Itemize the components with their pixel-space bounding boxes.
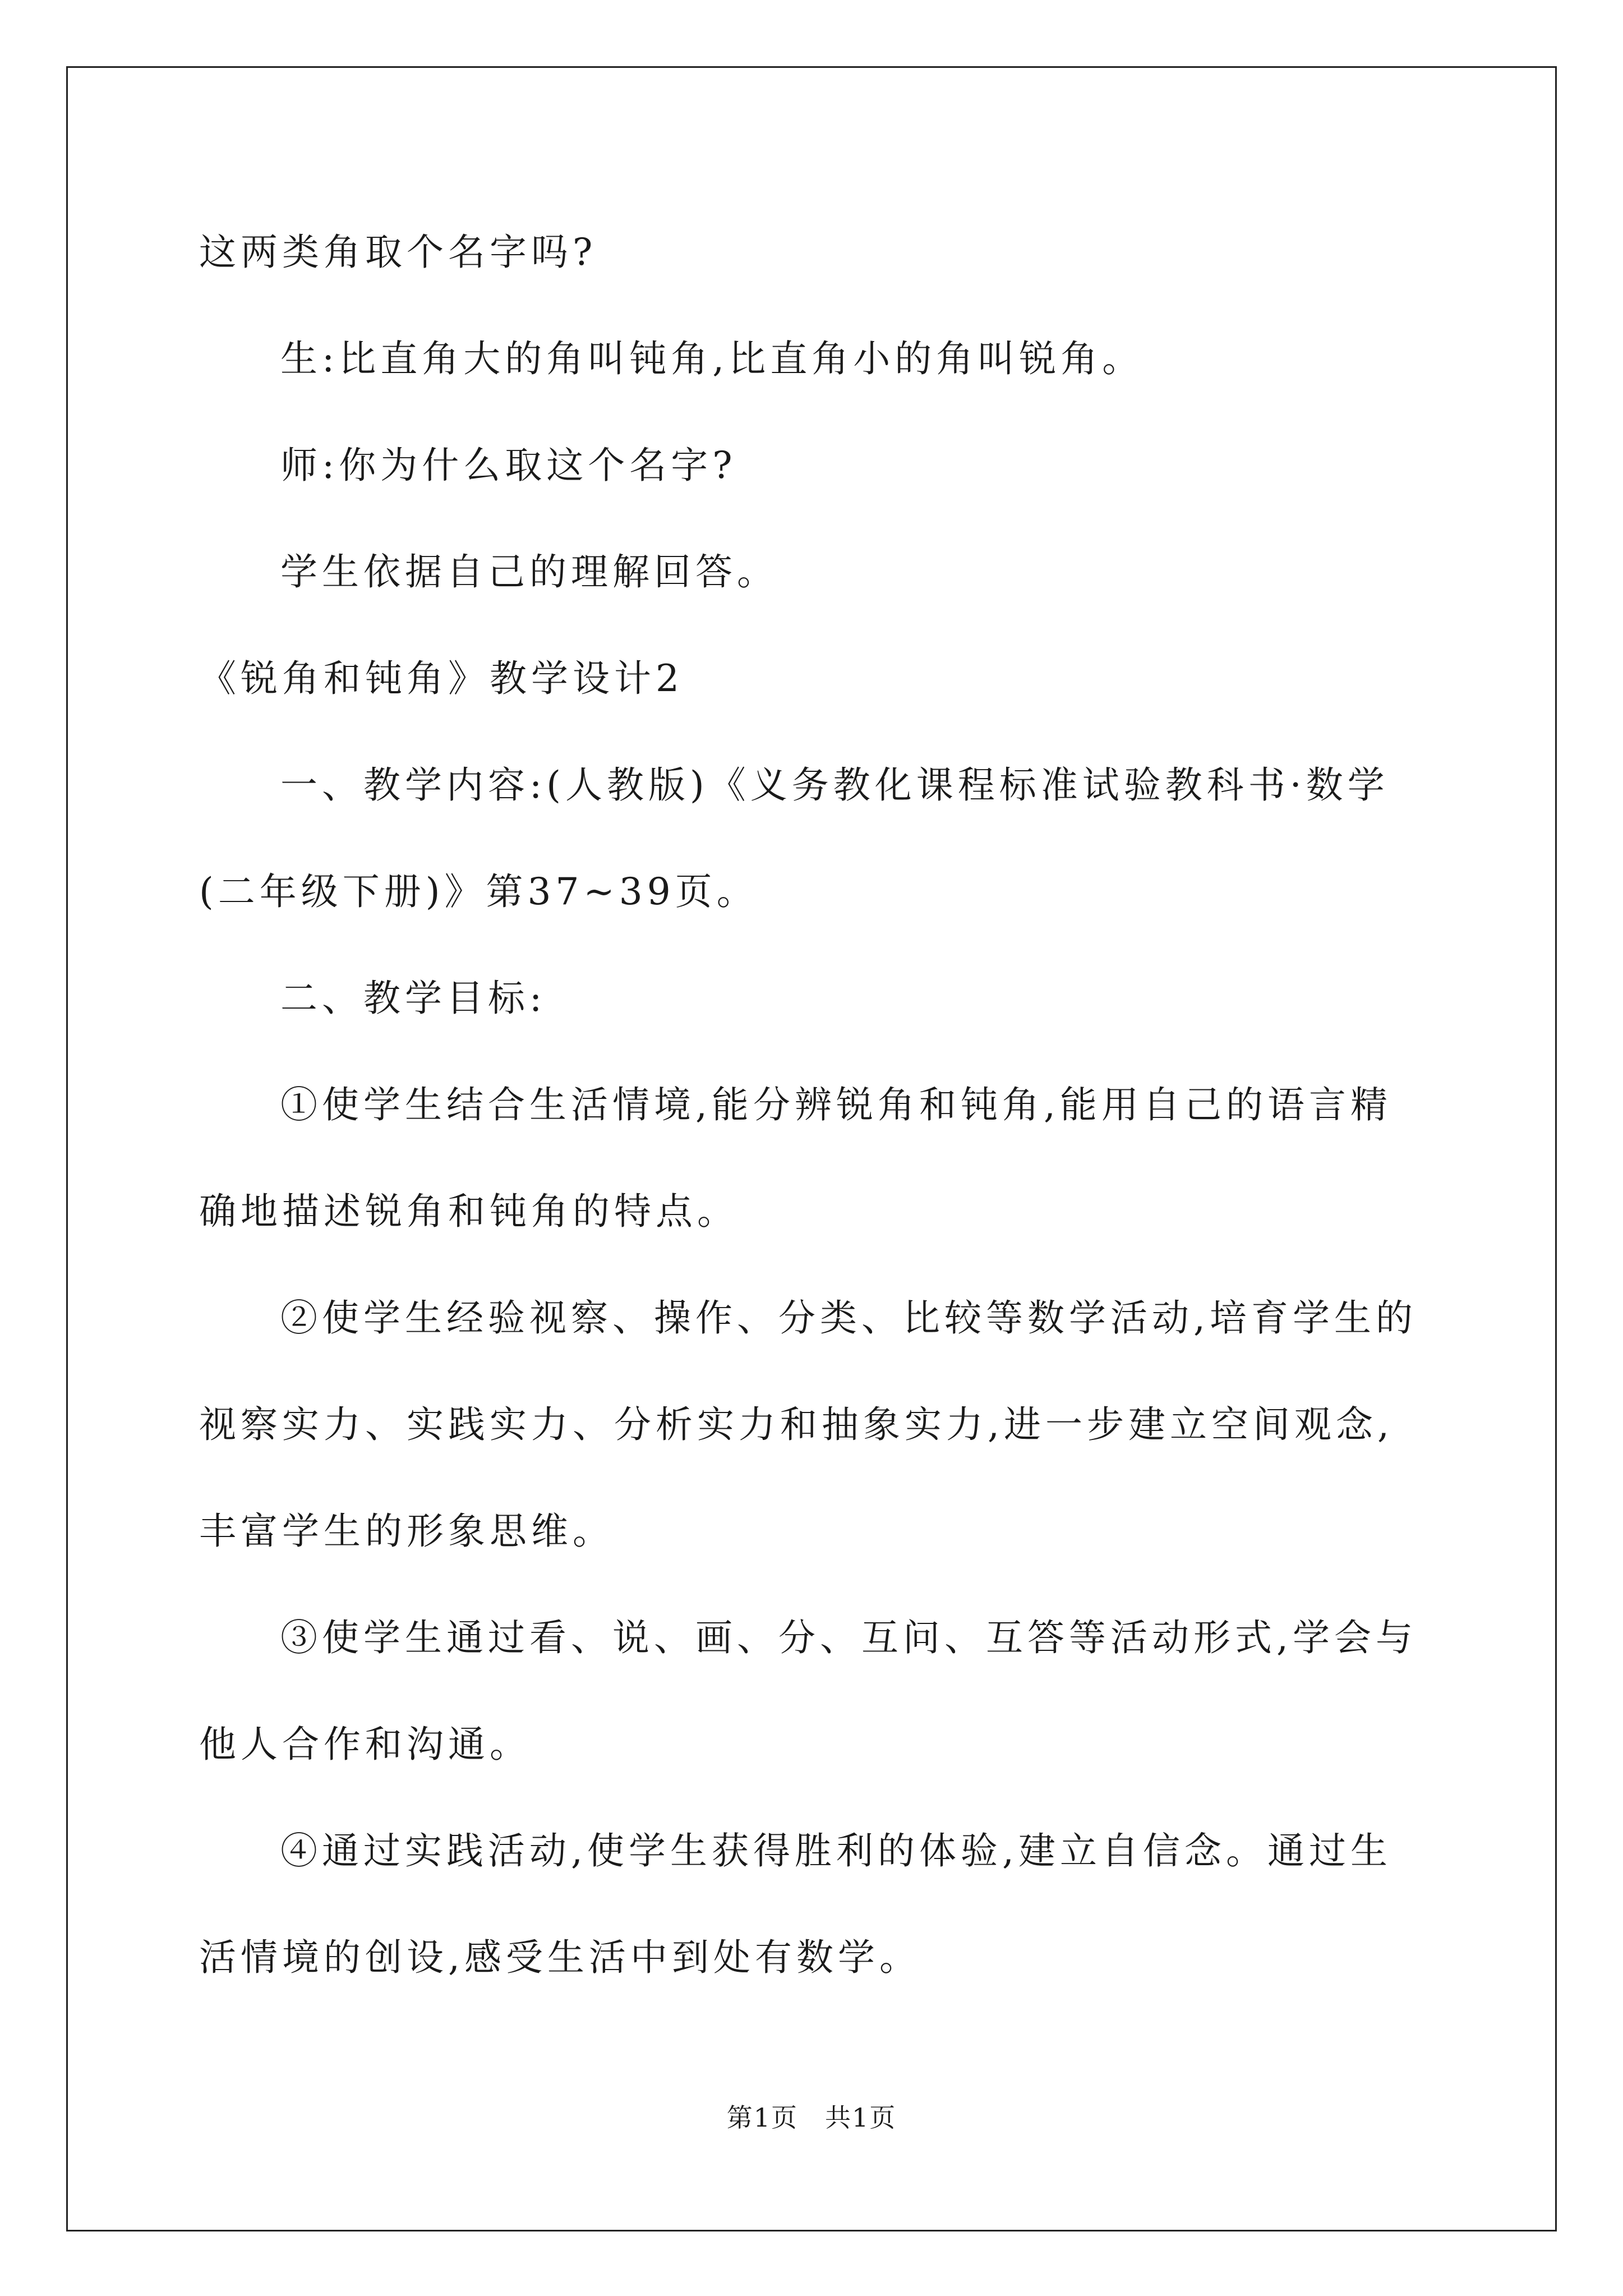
paragraph-goal-3: ③使学生通过看、说、画、分、互问、互答等活动形式,学会与他人合作和沟通。	[199, 1616, 1417, 1766]
section-heading: 《锐角和钝角》教学设计2	[199, 657, 684, 700]
paragraph-goal-2: ②使学生经验视察、操作、分类、比较等数学活动,培育学生的视察实力、实践实力、分析实力和抽象实力,进一步建立空间观念,丰富学生的形象思维。	[199, 1296, 1417, 1553]
paragraph-goal-4: ④通过实践活动,使学生获得胜利的体验,建立自信念。通过生活情境的创设,感受生活中到处有数学。	[199, 1829, 1392, 1979]
paragraph-teacher-question: 师:你为什么取这个名字?	[280, 444, 737, 487]
paragraph-goal-1: ①使学生结合生活情境,能分辨锐角和钝角,能用自己的语言精确地描述锐角和钝角的特点。	[199, 1083, 1392, 1233]
paragraph-line-1: 这两类角取个名字吗?	[199, 231, 597, 274]
paragraph-student-response: 学生依据自己的理解回答。	[280, 550, 778, 593]
page-footer: 第1页 共1页	[726, 2102, 897, 2133]
paragraph-teaching-goals-heading: 二、教学目标:	[280, 977, 547, 1020]
paragraph-student-answer: 生:比直角大的角叫钝角,比直角小的角叫锐角。	[280, 337, 1144, 380]
paragraph-teaching-content: 一、教学内容:(人教版)《义务教化课程标准试验教科书·数学(二年级下册)》第37~39页。	[199, 763, 1389, 913]
